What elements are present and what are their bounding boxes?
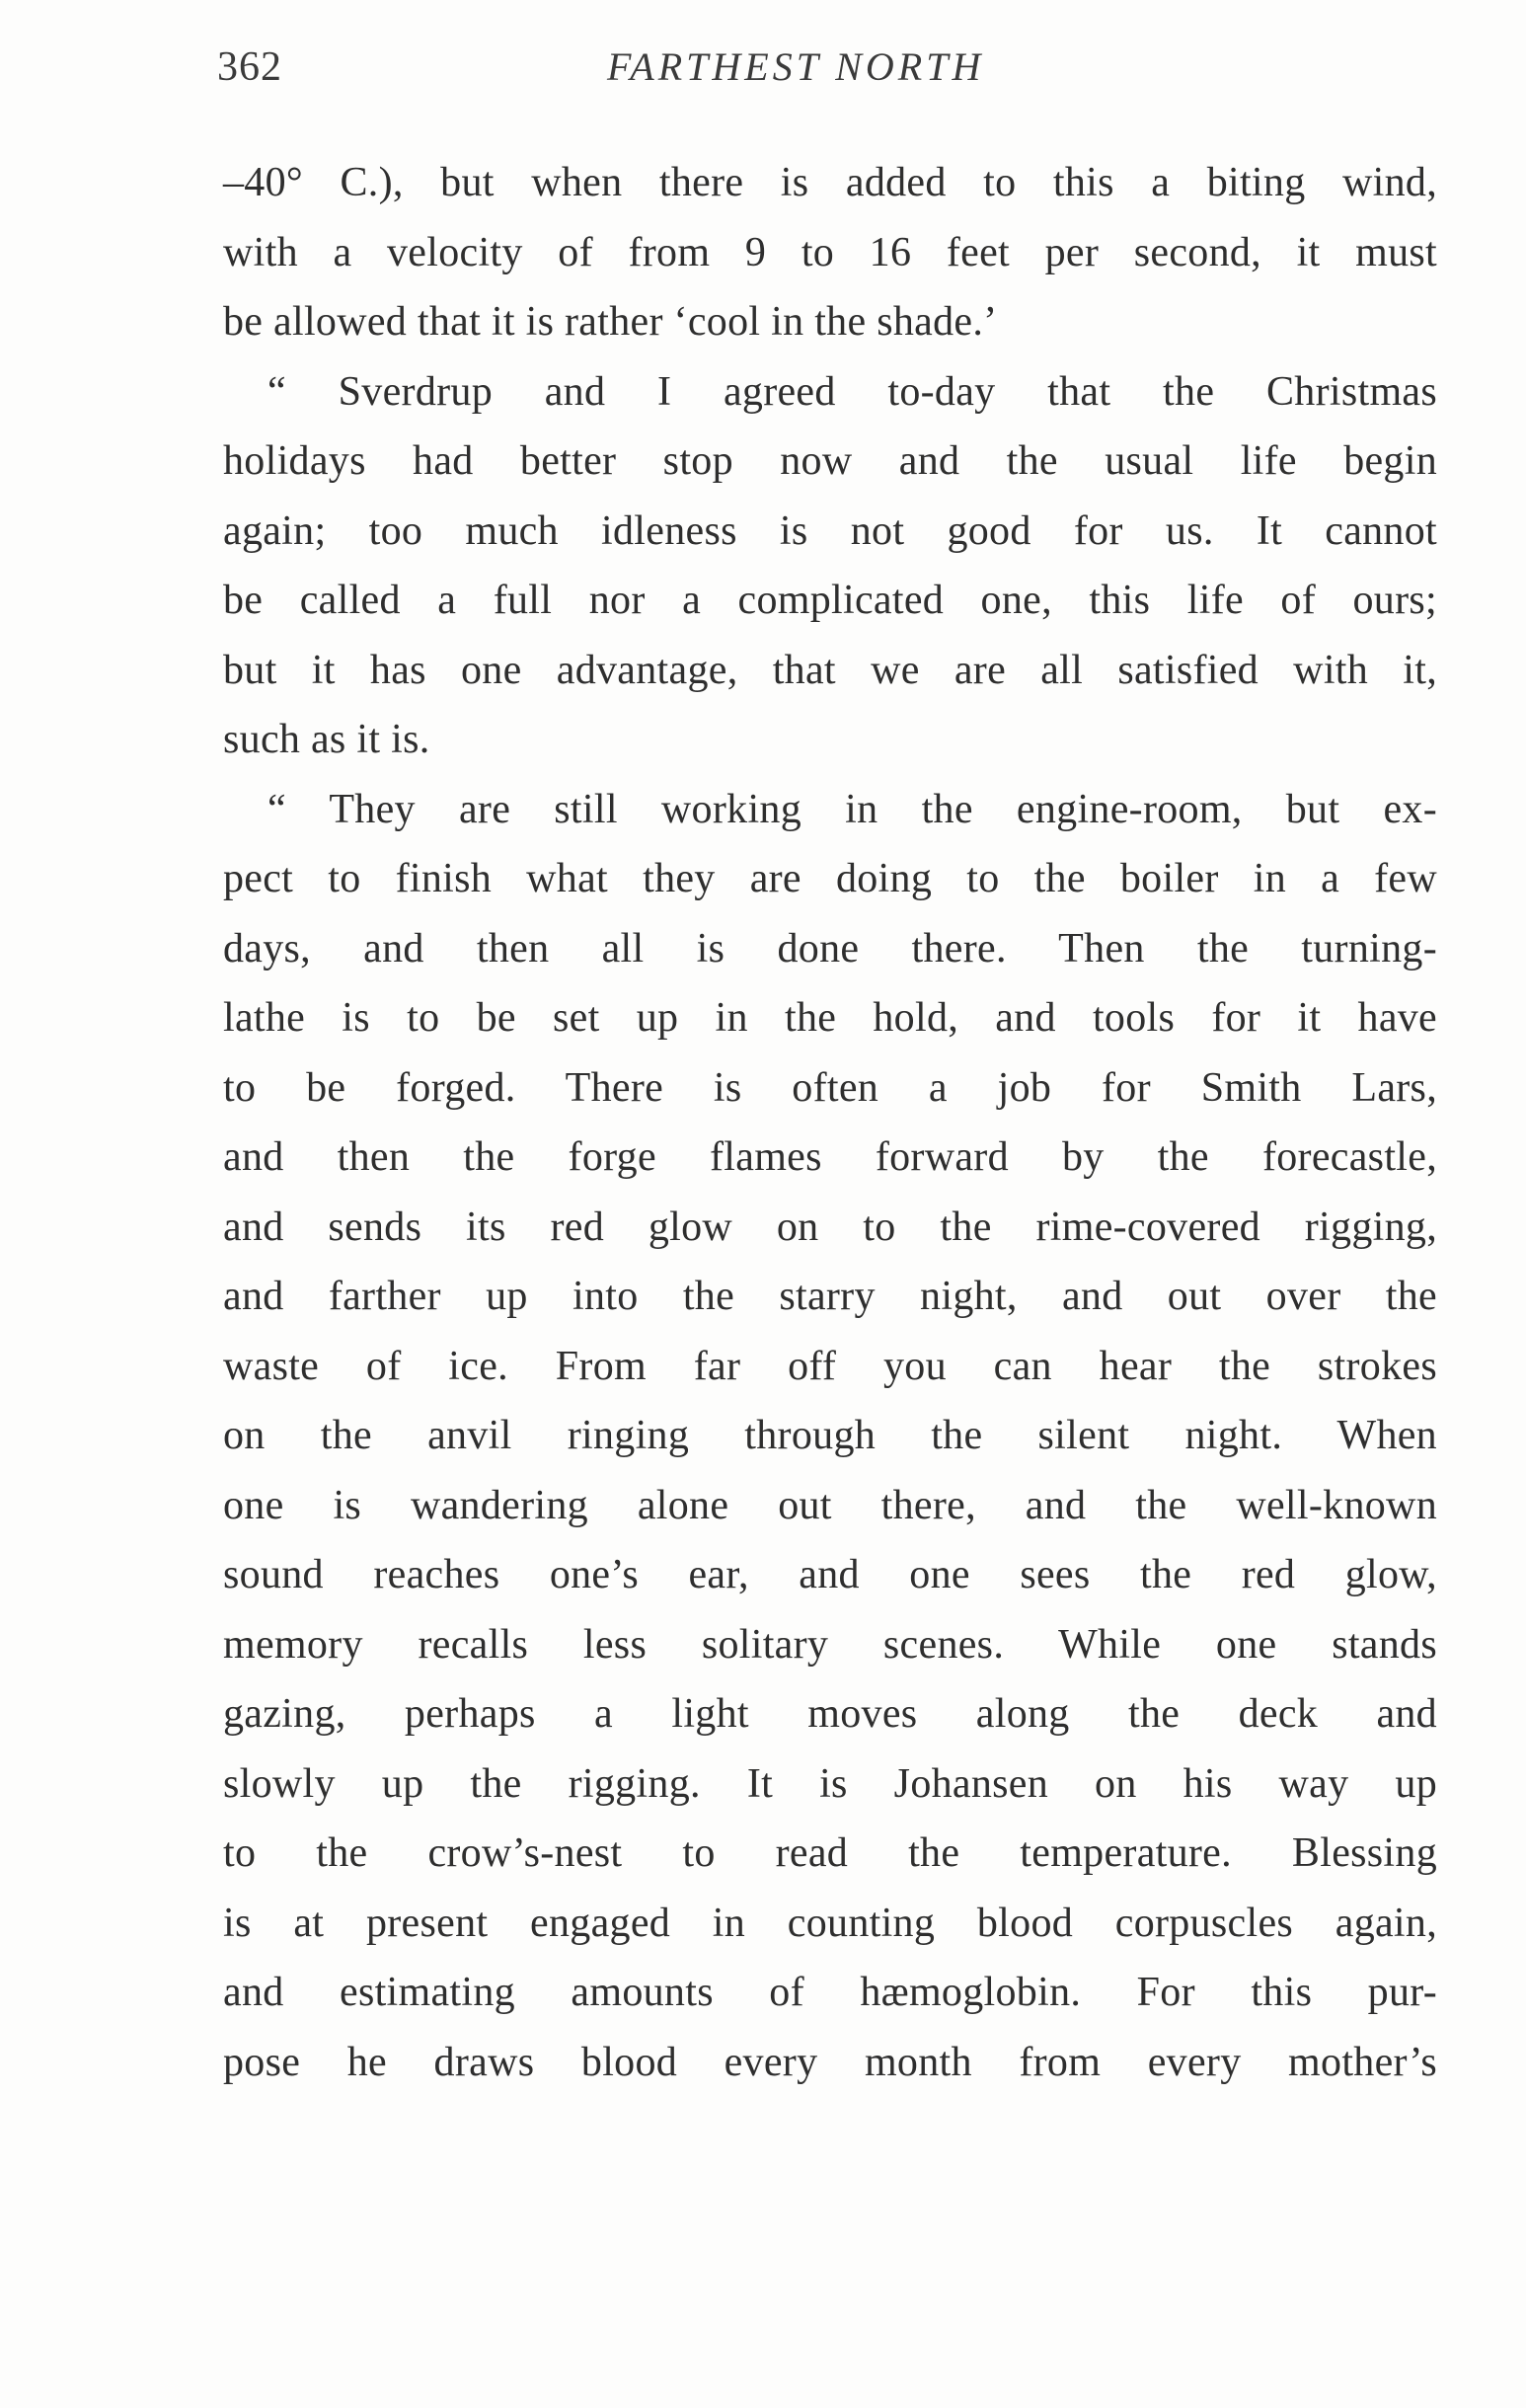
text-line: holidays had better stop now and the usual life begin — [223, 438, 1437, 484]
text-line: to be forged. There is often a job for Smith Lars, — [223, 1064, 1437, 1111]
text-line: but it has one advantage, that we are all satisfied with it, — [223, 647, 1437, 693]
text-line: be called a full nor a complicated one, this life of ours; — [223, 578, 1437, 623]
text-line: and then the forge flames forward by the forecastle, — [223, 1134, 1437, 1180]
text-line: sound reaches one’s ear, and one sees the red glow, — [223, 1552, 1437, 1597]
text-line: is at present engaged in counting blood corpuscles again, — [223, 1900, 1437, 1946]
text-line: again; too much idleness is not good for us. It cannot — [223, 507, 1437, 554]
body-text — [223, 148, 1437, 2097]
text-line: one is wandering alone out there, and the well-known — [223, 1482, 1437, 1528]
text-line: memory recalls less solitary scenes. While one stands — [223, 1621, 1437, 1668]
text-line: pect to finish what they are doing to the boiler in a few — [223, 856, 1437, 901]
text-line: waste of ice. From far off you can hear the strokes — [223, 1343, 1437, 1389]
text-line: on the anvil ringing through the silent night. When — [223, 1413, 1437, 1458]
text-line: with a velocity of from 9 to 16 feet per second, it must — [223, 229, 1437, 275]
text-line: gazing, perhaps a light moves along the deck and — [223, 1691, 1437, 1737]
text-line: be allowed that it is rather ‘cool in the shade.’ — [223, 299, 998, 345]
text-line: “ Sverdrup and I agreed to-day that the Christmas — [267, 368, 1437, 415]
text-line: “ They are still working in the engine-room, but ex- — [267, 786, 1437, 832]
text-line: to the crow’s-nest to read the temperature. Blessing — [223, 1830, 1437, 1876]
text-line: pose he draws blood every month from every mother’s — [223, 2039, 1437, 2085]
text-line: and sends its red glow on to the rime-covered rigging, — [223, 1204, 1437, 1250]
text-line: and estimating amounts of hæmoglobin. For this pur- — [223, 1970, 1437, 2015]
page-header — [217, 43, 1451, 103]
page-number: 362 — [217, 44, 282, 90]
text-line: such as it is. — [223, 717, 430, 762]
text-line: days, and then all is done there. Then the turning- — [223, 925, 1437, 971]
text-line: slowly up the rigging. It is Johansen on his way up — [223, 1760, 1437, 1807]
text-line: and farther up into the starry night, and out over the — [223, 1274, 1437, 1319]
running-title: FARTHEST NORTH — [607, 44, 985, 89]
text-line: –40° C.), but when there is added to this a biting wind, — [223, 160, 1437, 205]
text-line: lathe is to be set up in the hold, and tools for it have — [223, 995, 1437, 1041]
